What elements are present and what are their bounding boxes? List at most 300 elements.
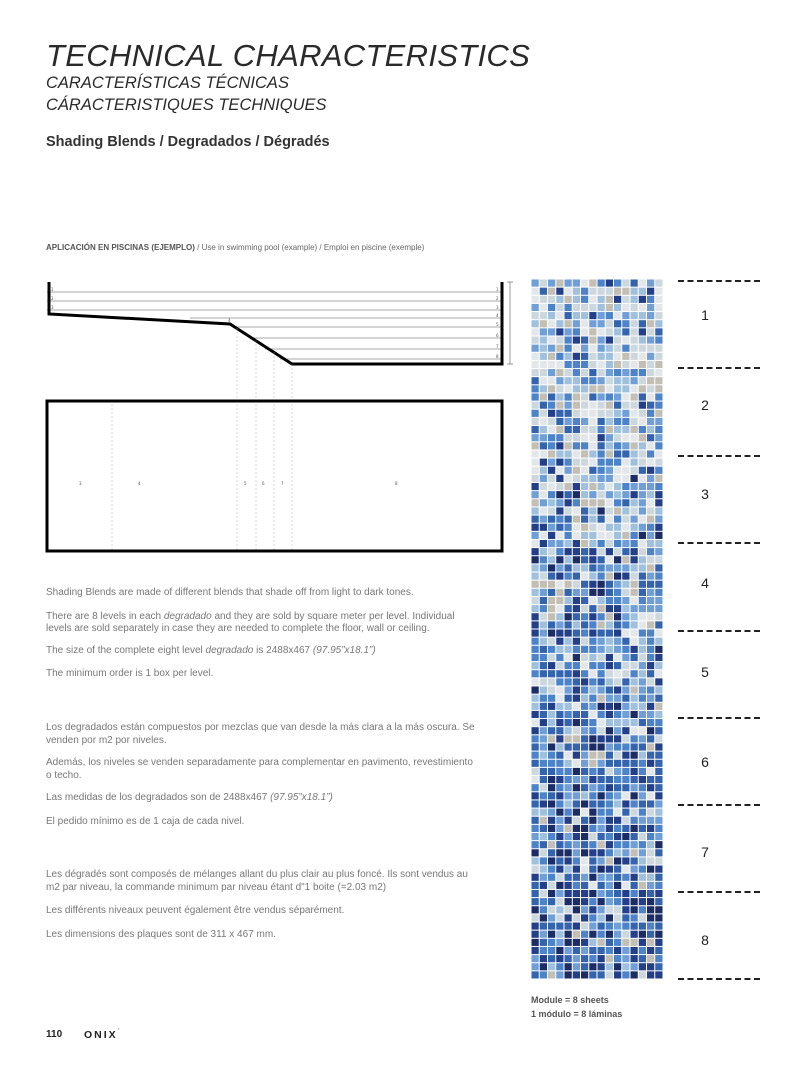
mosaic-tile	[556, 743, 563, 750]
mosaic-tile	[540, 548, 547, 555]
mosaic-tile	[655, 866, 662, 873]
application-label-rest: / Use in swimming pool (example) / Emploi en piscine (exemple)	[197, 243, 425, 252]
mosaic-tile	[655, 760, 662, 767]
mosaic-tile	[639, 296, 646, 303]
mosaic-tile	[631, 328, 638, 335]
mosaic-tile	[581, 646, 588, 653]
mosaic-tile	[606, 678, 613, 685]
mosaic-tile	[647, 923, 654, 930]
mosaic-tile	[598, 800, 605, 807]
mosaic-tile	[598, 857, 605, 864]
mosaic-tile	[614, 589, 621, 596]
mosaic-tile	[565, 369, 572, 376]
mosaic-tile	[647, 678, 654, 685]
mosaic-tile	[565, 532, 572, 539]
mosaic-tile	[573, 516, 580, 523]
mosaic-tile	[556, 491, 563, 498]
mosaic-tile	[532, 288, 539, 295]
mosaic-tile	[532, 638, 539, 645]
mosaic-tile	[655, 898, 662, 905]
mosaic-tile	[573, 939, 580, 946]
svg-text:3: 3	[496, 305, 499, 310]
mosaic-tile	[606, 507, 613, 514]
mosaic-tile	[631, 385, 638, 392]
mosaic-tile	[655, 849, 662, 856]
mosaic-tile	[647, 768, 654, 775]
mosaic-tile	[548, 630, 555, 637]
mosaic-tile	[614, 719, 621, 726]
mosaic-tile	[631, 491, 638, 498]
mosaic-tile	[581, 434, 588, 441]
mosaic-tile	[655, 426, 662, 433]
mosaic-tile	[639, 947, 646, 954]
mosaic-tile	[622, 377, 629, 384]
mosaic-tile	[598, 312, 605, 319]
mosaic-tile	[532, 825, 539, 832]
mosaic-tile	[573, 963, 580, 970]
mosaic-tile	[589, 524, 596, 531]
mosaic-tile	[540, 735, 547, 742]
mosaic-tile	[622, 890, 629, 897]
mosaic-tile	[606, 833, 613, 840]
mosaic-tile	[639, 695, 646, 702]
svg-text:7: 7	[281, 481, 284, 486]
mosaic-tile	[589, 410, 596, 417]
mosaic-tile	[631, 654, 638, 661]
mosaic-tile	[532, 947, 539, 954]
mosaic-tile	[540, 499, 547, 506]
mosaic-tile	[540, 483, 547, 490]
mosaic-tile	[639, 662, 646, 669]
mosaic-tile	[647, 686, 654, 693]
mosaic-tile	[565, 792, 572, 799]
mosaic-tile	[573, 507, 580, 514]
mosaic-tile	[540, 312, 547, 319]
mosaic-tile	[548, 434, 555, 441]
mosaic-tile	[631, 581, 638, 588]
mosaic-tile	[606, 434, 613, 441]
mosaic-tile	[647, 695, 654, 702]
mosaic-tile	[639, 735, 646, 742]
mosaic-tile	[589, 589, 596, 596]
mosaic-tile	[565, 947, 572, 954]
mosaic-tile	[573, 866, 580, 873]
mosaic-tile	[622, 581, 629, 588]
mosaic-tile	[606, 906, 613, 913]
mosaic-tile	[606, 703, 613, 710]
mosaic-tile	[631, 499, 638, 506]
mosaic-tile	[598, 573, 605, 580]
mosaic-tile	[589, 719, 596, 726]
mosaic-tile	[614, 434, 621, 441]
mosaic-tile	[647, 491, 654, 498]
mosaic-tile	[598, 280, 605, 287]
mosaic-tile	[589, 630, 596, 637]
mosaic-tile	[589, 564, 596, 571]
mosaic-tile	[647, 906, 654, 913]
mosaic-tile	[532, 320, 539, 327]
mosaic-tile	[631, 475, 638, 482]
mosaic-tile	[631, 459, 638, 466]
mosaic-tile	[606, 686, 613, 693]
mosaic-tile	[655, 581, 662, 588]
mosaic-tile	[655, 621, 662, 628]
mosaic-tile	[581, 385, 588, 392]
mosaic-tile	[647, 800, 654, 807]
mosaic-tile	[647, 434, 654, 441]
mosaic-tile	[606, 475, 613, 482]
mosaic-tile	[573, 841, 580, 848]
mosaic-tile	[573, 809, 580, 816]
mosaic-tile	[622, 646, 629, 653]
mosaic-tile	[647, 320, 654, 327]
mosaic-tile	[598, 450, 605, 457]
mosaic-tile	[639, 686, 646, 693]
mosaic-tile	[581, 581, 588, 588]
mosaic-tile	[647, 597, 654, 604]
mosaic-tile	[606, 800, 613, 807]
mosaic-tile	[548, 564, 555, 571]
mosaic-tile	[598, 296, 605, 303]
mosaic-tile	[647, 353, 654, 360]
mosaic-tile	[598, 923, 605, 930]
mosaic-tile	[565, 670, 572, 677]
mosaic-tile	[631, 369, 638, 376]
mosaic-tile	[556, 792, 563, 799]
mosaic-tile	[589, 735, 596, 742]
mosaic-tile	[614, 654, 621, 661]
mosaic-tile	[598, 516, 605, 523]
mosaic-tile	[548, 800, 555, 807]
mosaic-tile	[556, 841, 563, 848]
mosaic-tile	[622, 817, 629, 824]
mosaic-tile	[532, 784, 539, 791]
mosaic-tile	[589, 784, 596, 791]
mosaic-tile	[573, 735, 580, 742]
mosaic-tile	[631, 402, 638, 409]
mosaic-tile	[631, 792, 638, 799]
mosaic-tile	[573, 784, 580, 791]
mosaic-tile	[598, 507, 605, 514]
mosaic-tile	[598, 540, 605, 547]
mosaic-tile	[622, 906, 629, 913]
mosaic-tile	[647, 931, 654, 938]
mosaic-tile	[639, 703, 646, 710]
mosaic-tile	[655, 825, 662, 832]
mosaic-tile	[589, 450, 596, 457]
mosaic-tile	[647, 532, 654, 539]
mosaic-tile	[622, 280, 629, 287]
mosaic-tile	[606, 467, 613, 474]
mosaic-tile	[598, 841, 605, 848]
mosaic-tile	[581, 866, 588, 873]
mosaic-tile	[556, 670, 563, 677]
mosaic-tile	[614, 377, 621, 384]
mosaic-tile	[589, 686, 596, 693]
mosaic-tile	[556, 296, 563, 303]
mosaic-tile	[573, 491, 580, 498]
mosaic-tile	[598, 874, 605, 881]
mosaic-tile	[532, 833, 539, 840]
mosaic-tile	[573, 434, 580, 441]
mosaic-tile	[614, 800, 621, 807]
mosaic-tile	[631, 849, 638, 856]
mosaic-tile	[589, 426, 596, 433]
mosaic-tile	[565, 442, 572, 449]
level-divider	[678, 280, 760, 282]
mosaic-tile	[565, 719, 572, 726]
mosaic-tile	[581, 654, 588, 661]
mosaic-tile	[540, 564, 547, 571]
mosaic-tile	[548, 849, 555, 856]
mosaic-tile	[556, 459, 563, 466]
mosaic-tile	[589, 817, 596, 824]
mosaic-tile	[589, 833, 596, 840]
mosaic-tile	[540, 516, 547, 523]
mosaic-tile	[631, 971, 638, 978]
mosaic-tile	[647, 516, 654, 523]
mosaic-tile	[548, 963, 555, 970]
svg-text:4: 4	[496, 313, 499, 318]
mosaic-tile	[540, 540, 547, 547]
mosaic-tile	[614, 882, 621, 889]
mosaic-tile	[565, 328, 572, 335]
mosaic-tile	[556, 711, 563, 718]
mosaic-tile	[532, 800, 539, 807]
mosaic-tile	[631, 800, 638, 807]
mosaic-tile	[631, 931, 638, 938]
mosaic-tile	[556, 874, 563, 881]
svg-text:2: 2	[496, 296, 499, 301]
mosaic-tile	[614, 792, 621, 799]
mosaic-tile	[639, 434, 646, 441]
mosaic-tile	[647, 296, 654, 303]
mosaic-tile	[581, 524, 588, 531]
mosaic-tile	[606, 719, 613, 726]
mosaic-tile	[581, 711, 588, 718]
mosaic-tile	[589, 336, 596, 343]
mosaic-tile	[606, 931, 613, 938]
mosaic-tile	[614, 857, 621, 864]
mosaic-tile	[581, 963, 588, 970]
mosaic-tile	[573, 410, 580, 417]
mosaic-tile	[556, 361, 563, 368]
mosaic-tile	[639, 923, 646, 930]
mosaic-tile	[573, 540, 580, 547]
mosaic-tile	[639, 345, 646, 352]
mosaic-tile	[606, 825, 613, 832]
application-caption	[46, 243, 424, 252]
mosaic-tile	[532, 548, 539, 555]
mosaic-tile	[622, 678, 629, 685]
mosaic-tile	[589, 939, 596, 946]
mosaic-tile	[598, 727, 605, 734]
level-divider	[678, 978, 760, 980]
mosaic-tile	[631, 345, 638, 352]
mosaic-tile	[655, 792, 662, 799]
mosaic-tile	[598, 345, 605, 352]
mosaic-tile	[639, 809, 646, 816]
mosaic-tile	[548, 556, 555, 563]
mosaic-tile	[606, 711, 613, 718]
mosaic-tile	[598, 670, 605, 677]
mosaic-tile	[614, 345, 621, 352]
mosaic-tile	[614, 393, 621, 400]
mosaic-tile	[573, 361, 580, 368]
mosaic-tile	[598, 743, 605, 750]
mosaic-tile	[589, 296, 596, 303]
mosaic-tile	[614, 320, 621, 327]
mosaic-tile	[606, 459, 613, 466]
mosaic-tile	[614, 735, 621, 742]
mosaic-tile	[655, 914, 662, 921]
mosaic-tile	[614, 760, 621, 767]
mosaic-tile	[540, 898, 547, 905]
mosaic-tile	[606, 369, 613, 376]
mosaic-tile	[556, 532, 563, 539]
mosaic-tile	[581, 703, 588, 710]
mosaic-tile	[639, 638, 646, 645]
mosaic-tile	[565, 483, 572, 490]
mosaic-tile	[589, 662, 596, 669]
mosaic-tile	[540, 556, 547, 563]
mosaic-tile	[606, 288, 613, 295]
mosaic-tile	[581, 752, 588, 759]
mosaic-tile	[589, 418, 596, 425]
mosaic-tile	[540, 857, 547, 864]
mosaic-tile	[548, 369, 555, 376]
mosaic-tile	[573, 442, 580, 449]
mosaic-tile	[532, 540, 539, 547]
mosaic-tile	[573, 605, 580, 612]
mosaic-tile	[532, 369, 539, 376]
mosaic-tile	[548, 442, 555, 449]
mosaic-tile	[639, 410, 646, 417]
mosaic-tile	[598, 792, 605, 799]
mosaic-tile	[548, 605, 555, 612]
mosaic-tile	[556, 955, 563, 962]
mosaic-tile	[589, 752, 596, 759]
mosaic-tile	[622, 467, 629, 474]
mosaic-tile	[556, 947, 563, 954]
mosaic-tile	[647, 638, 654, 645]
mosaic-tile	[622, 760, 629, 767]
mosaic-tile	[573, 426, 580, 433]
mosaic-tile	[573, 646, 580, 653]
mosaic-tile	[532, 475, 539, 482]
mosaic-tile	[598, 695, 605, 702]
mosaic-tile	[589, 931, 596, 938]
mosaic-tile	[639, 817, 646, 824]
mosaic-tile	[622, 792, 629, 799]
mosaic-tile	[556, 857, 563, 864]
mosaic-tile	[639, 971, 646, 978]
mosaic-tile	[556, 621, 563, 628]
mosaic-tile	[631, 825, 638, 832]
mosaic-tile	[614, 418, 621, 425]
mosaic-tile	[565, 524, 572, 531]
mosaic-tile	[647, 841, 654, 848]
mosaic-tile	[581, 955, 588, 962]
mosaic-tile	[565, 402, 572, 409]
mosaic-tile	[598, 678, 605, 685]
mosaic-tile	[581, 621, 588, 628]
mosaic-tile	[565, 866, 572, 873]
mosaic-tile	[581, 548, 588, 555]
mosaic-tile	[606, 695, 613, 702]
brand-logo: ONIX´	[84, 1029, 122, 1041]
mosaic-tile	[647, 760, 654, 767]
mosaic-tile	[598, 833, 605, 840]
mosaic-tile	[655, 768, 662, 775]
mosaic-tile	[655, 499, 662, 506]
mosaic-tile	[573, 630, 580, 637]
mosaic-tile	[655, 971, 662, 978]
mosaic-tile	[548, 402, 555, 409]
mosaic-tile	[655, 874, 662, 881]
mosaic-tile	[548, 670, 555, 677]
mosaic-tile	[573, 817, 580, 824]
mosaic-tile	[565, 621, 572, 628]
mosaic-tile	[622, 963, 629, 970]
mosaic-tile	[614, 727, 621, 734]
mosaic-tile	[655, 906, 662, 913]
mosaic-tile	[565, 556, 572, 563]
mosaic-tile	[614, 288, 621, 295]
mosaic-tile	[540, 955, 547, 962]
mosaic-tile	[573, 768, 580, 775]
mosaic-tile	[647, 947, 654, 954]
mosaic-tile	[639, 442, 646, 449]
mosaic-tile	[622, 825, 629, 832]
level-number-7: 7	[701, 844, 709, 860]
mosaic-tile	[622, 638, 629, 645]
mosaic-tile	[655, 402, 662, 409]
mosaic-tile	[540, 491, 547, 498]
mosaic-tile	[598, 711, 605, 718]
mosaic-tile	[589, 874, 596, 881]
mosaic-tile	[622, 507, 629, 514]
mosaic-tile	[556, 646, 563, 653]
mosaic-tile	[639, 369, 646, 376]
mosaic-tile	[548, 898, 555, 905]
mosaic-tile	[598, 898, 605, 905]
mosaic-tile	[622, 711, 629, 718]
mosaic-tile	[589, 703, 596, 710]
mosaic-tile	[540, 849, 547, 856]
mosaic-tile	[581, 369, 588, 376]
mosaic-tile	[548, 955, 555, 962]
mosaic-tile	[647, 548, 654, 555]
mosaic-tile	[556, 784, 563, 791]
mosaic-tile	[548, 866, 555, 873]
mosaic-tile	[606, 923, 613, 930]
mosaic-tile	[565, 874, 572, 881]
mosaic-tile	[573, 369, 580, 376]
mosaic-tile	[573, 882, 580, 889]
mosaic-tile	[540, 630, 547, 637]
mosaic-tile	[647, 621, 654, 628]
mosaic-tile	[556, 963, 563, 970]
mosaic-tile	[573, 890, 580, 897]
mosaic-tile	[581, 475, 588, 482]
mosaic-tile	[556, 971, 563, 978]
mosaic-tile	[548, 467, 555, 474]
mosaic-tile	[581, 760, 588, 767]
mosaic-tile	[614, 402, 621, 409]
mosaic-tile	[548, 516, 555, 523]
mosaic-tile	[573, 638, 580, 645]
